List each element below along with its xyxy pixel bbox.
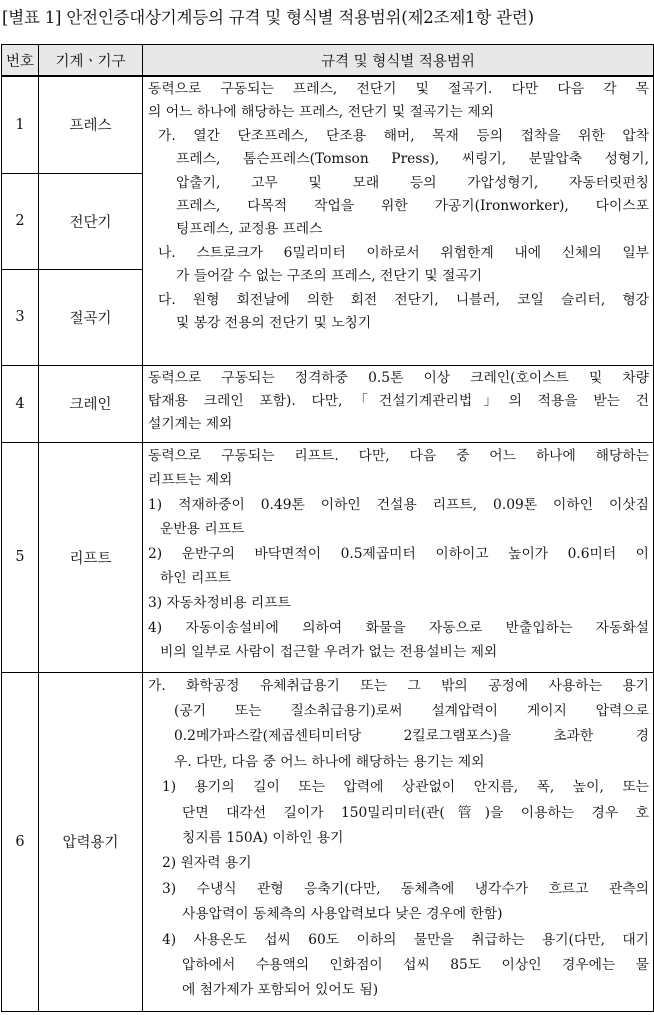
- row-number: 5: [2, 442, 39, 672]
- scope-line: 에 첨가제가 포함되어 있어도 됨): [182, 982, 379, 999]
- table-row: [2, 76, 654, 173]
- scope-line: 리프트는 제외: [148, 472, 233, 489]
- scope-cell: [143, 442, 654, 672]
- machine-name: 프레스: [39, 76, 143, 173]
- scope-line: 2) 원자력 용기: [162, 855, 252, 872]
- machine-name: 전단기: [39, 173, 143, 269]
- scope-line: 가 들어갈 수 없는 구조의 프레스, 전단기 및 절곡기: [176, 268, 483, 285]
- scope-line: 0.2메가파스칼(제곱센티미터당 2킬로그램포스)을 초과한 경: [174, 728, 649, 745]
- scope-cell: [143, 365, 654, 442]
- scope-line: 다. 원형 회전날에 의한 회전 전단기, 니블러, 코일 슬리터, 형강: [158, 291, 649, 308]
- row-number: 1: [2, 76, 39, 173]
- scope-line: 동력으로 구동되는 리프트. 다만, 다음 중 어느 하나에 해당하는: [148, 447, 649, 464]
- scope-line: 1) 용기의 길이 또는 압력에 상관없이 안지름, 폭, 높이, 또는: [162, 779, 649, 796]
- scope-line: 가. 화학공정 유체취급용기 또는 그 밖의 공정에 사용하는 용기: [148, 677, 649, 694]
- header-number: 번호: [2, 45, 39, 77]
- scope-line: 3) 자동차정비용 리프트: [148, 595, 291, 612]
- row-number: 4: [2, 365, 39, 442]
- table-header-row: [2, 45, 654, 77]
- machine-name: 크레인: [39, 365, 143, 442]
- scope-line: 프레스, 톰슨프레스(Tomson Press), 씨링기, 분말압축 성형기,: [176, 151, 649, 168]
- scope-line: 나. 스트로크가 6밀리미터 이하로서 위험한계 내에 신체의 일부: [158, 244, 649, 261]
- scope-line: 2) 운반구의 바닥면적이 0.5제곱미터 이하이고 높이가 0.6미터 이: [148, 545, 649, 562]
- header-scope: 규격 및 형식별 적용범위: [143, 45, 654, 77]
- scope-line: 및 봉강 전용의 전단기 및 노칭기: [176, 315, 372, 332]
- table-row: [2, 442, 654, 672]
- scope-line: 탑재용 크레인 포함). 다만,「건설기계관리법」의 적용을 받는 건: [148, 392, 649, 409]
- scope-line: 하인 리프트: [160, 570, 232, 587]
- scope-line: 사용압력이 동체측의 사용압력보다 낮은 경우에 한함): [182, 906, 503, 923]
- scope-line: 1) 적재하중이 0.49톤 이하인 건설용 리프트, 0.09톤 이하인 이삿짐: [148, 496, 649, 513]
- scope-line: 동력으로 구동되는 정격하중 0.5톤 이상 크레인(호이스트 및 차량: [148, 369, 649, 386]
- scope-line: 설기계는 제외: [148, 416, 233, 433]
- scope-line: 압하에서 수용액의 인화점이 섭씨 85도 이상인 경우에는 물: [182, 956, 649, 973]
- page-title: [별표 1] 안전인증대상기계등의 규격 및 형식별 적용범위(제2조제1항 관련): [2, 8, 534, 27]
- machine-name: 리프트: [39, 442, 143, 672]
- scope-line: 압출기, 고무 및 모래 등의 가압성형기, 자동터릿펀칭: [176, 174, 649, 191]
- row-number: 2: [2, 173, 39, 269]
- scope-line: 팅프레스, 교정용 프레스: [176, 221, 323, 238]
- table-row: [2, 672, 654, 1011]
- scope-line: 운반용 리프트: [160, 521, 245, 538]
- scope-line: 프레스, 다목적 작업을 위한 가공기(Ironworker), 다이스포: [176, 198, 649, 215]
- scope-line: 비의 일부로 사람이 접근할 우려가 없는 전용설비는 제외: [160, 644, 498, 661]
- scope-line: 칭지름 150A) 이하인 용기: [182, 829, 344, 846]
- scope-cell: [143, 76, 654, 365]
- scope-line: 동력으로 구동되는 프레스, 전단기 및 절곡기. 다만 다음 각 목: [148, 81, 649, 97]
- scope-line: 4) 사용온도 섭씨 60도 이하의 물만을 취급하는 용기(다만, 대기: [162, 931, 649, 948]
- scope-line: 단면 대각선 길이가 150밀리미터(관(管)을 이용하는 경우 호: [182, 804, 649, 821]
- scope-line: 3) 수냉식 관형 응축기(다만, 동체측에 냉각수가 흐르고 관측의: [162, 880, 649, 897]
- scope-line: 가. 열간 단조프레스, 단조용 해머, 목재 등의 접착을 위한 압착: [158, 127, 649, 144]
- scope-line: 의 어느 하나에 해당하는 프레스, 전단기 및 절곡기는 제외: [148, 104, 495, 121]
- machine-name: 압력용기: [39, 672, 143, 1011]
- machine-name: 절곡기: [39, 269, 143, 365]
- scope-line: 4) 자동이송설비에 의하여 화물을 자동으로 반출입하는 자동화설: [148, 619, 649, 636]
- row-number: 6: [2, 672, 39, 1011]
- scope-line: 우. 다만, 다음 중 어느 하나에 해당하는 용기는 제외: [174, 753, 485, 770]
- header-machine: 기계ㆍ기구: [39, 45, 143, 77]
- scope-line: (공기 또는 질소취급용기)로써 설계압력이 게이지 압력으로: [174, 702, 649, 719]
- scope-table: [1, 44, 654, 1012]
- table-row: [2, 365, 654, 442]
- row-number: 3: [2, 269, 39, 365]
- scope-cell: [143, 672, 654, 1011]
